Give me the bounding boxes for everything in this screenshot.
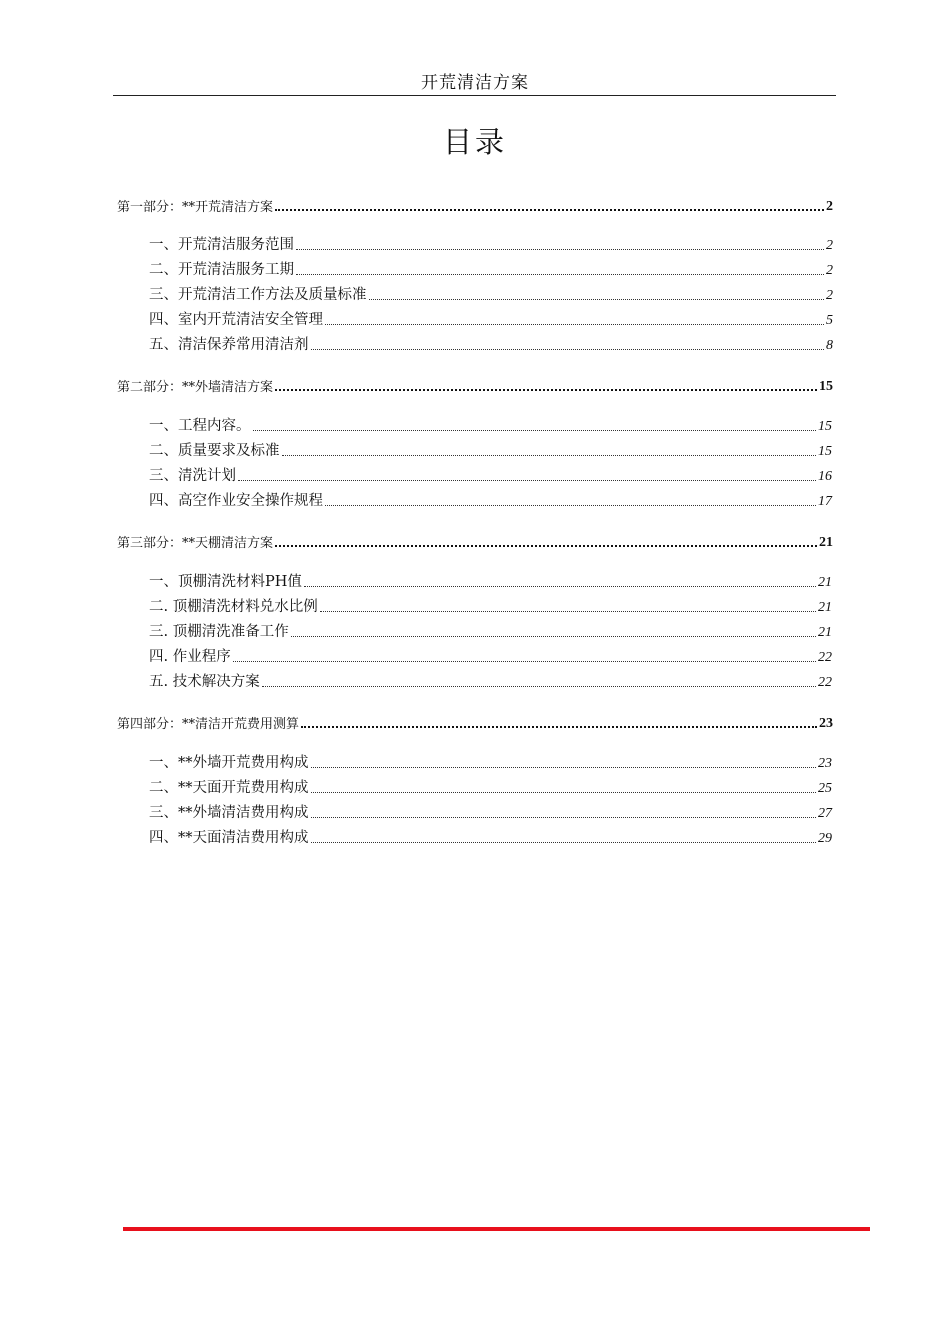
toc-page-number: 21 [819, 535, 833, 550]
toc-entry[interactable] [149, 234, 833, 254]
toc-page-number: 22 [818, 675, 832, 690]
dot-leader [275, 209, 824, 211]
dot-leader [304, 586, 816, 587]
toc-entry-label: 三、**外墙清洁费用构成 [149, 805, 309, 821]
toc-page-number: 21 [818, 575, 832, 590]
toc-entry[interactable] [149, 827, 832, 847]
toc-part-label: 第三部分：**天棚清洁方案 [117, 536, 274, 551]
dot-leader [325, 324, 824, 325]
toc-page-number: 27 [818, 806, 832, 821]
toc-entry-label: 四. 作业程序 [149, 649, 231, 665]
dot-leader [275, 545, 817, 547]
toc-entry[interactable] [149, 259, 833, 279]
toc-part-4[interactable] [117, 712, 833, 732]
dot-leader [296, 274, 824, 275]
toc-entry[interactable] [149, 571, 832, 591]
dot-leader [291, 636, 816, 637]
dot-leader [275, 389, 817, 391]
toc-part-3[interactable] [117, 531, 833, 551]
toc-entry-label: 一、开荒清洁服务范围 [149, 237, 294, 253]
toc-entry[interactable] [149, 440, 832, 460]
toc-entry[interactable] [149, 415, 832, 435]
toc-part-label: 第四部分：**清洁开荒费用测算 [117, 717, 300, 732]
dot-leader [325, 505, 816, 506]
dot-leader [311, 349, 825, 350]
dot-leader [369, 299, 825, 300]
dot-leader [253, 430, 817, 431]
footer-red-rule [123, 1227, 870, 1231]
toc-entry[interactable] [149, 671, 832, 691]
toc-entry[interactable] [149, 621, 832, 641]
toc-page-number: 2 [826, 288, 833, 303]
toc-page-number: 23 [819, 716, 833, 731]
toc-page-number: 22 [818, 650, 832, 665]
toc-entry[interactable] [149, 284, 833, 304]
toc-page-number: 2 [826, 199, 833, 214]
toc-page-number: 21 [818, 600, 832, 615]
toc-entry-label: 一、顶棚清洗材料PH值 [149, 574, 302, 590]
dot-leader [301, 726, 817, 728]
toc-entry[interactable] [149, 752, 832, 772]
dot-leader [282, 455, 817, 456]
toc-entry-label: 四、高空作业安全操作规程 [149, 493, 323, 509]
dot-leader [311, 792, 817, 793]
running-header-title: 开荒清洁方案 [421, 73, 529, 93]
toc-part-2[interactable] [117, 375, 833, 395]
dot-leader [262, 686, 816, 687]
dot-leader [296, 249, 824, 250]
toc-entry-label: 五. 技术解决方案 [149, 674, 260, 690]
toc-page-number: 15 [818, 419, 832, 434]
toc-page-number: 23 [818, 756, 832, 771]
toc-part-label: 第二部分：**外墙清洁方案 [117, 380, 274, 395]
toc-entry-label: 一、工程内容。 [149, 418, 251, 434]
toc-entry[interactable] [149, 777, 832, 797]
dot-leader [238, 480, 816, 481]
toc-page-number: 15 [818, 444, 832, 459]
toc-entry-label: 一、**外墙开荒费用构成 [149, 755, 309, 771]
dot-leader [311, 767, 817, 768]
toc-page-number: 8 [826, 338, 833, 353]
toc-entry[interactable] [149, 596, 832, 616]
toc-entry-label: 二、质量要求及标准 [149, 443, 280, 459]
toc-entry[interactable] [149, 465, 832, 485]
toc-page-number: 21 [818, 625, 832, 640]
dot-leader [311, 817, 817, 818]
toc-entry-label: 五、清洁保养常用清洁剂 [149, 337, 309, 353]
toc-entry-label: 三、清洗计划 [149, 468, 236, 484]
toc-entry[interactable] [149, 802, 832, 822]
toc-part-1[interactable] [117, 195, 833, 215]
toc-page-number: 16 [818, 469, 832, 484]
toc-entry-label: 二、**天面开荒费用构成 [149, 780, 309, 796]
toc-entry-label: 二、开荒清洁服务工期 [149, 262, 294, 278]
toc-entry-label: 四、室内开荒清洁安全管理 [149, 312, 323, 328]
dot-leader [233, 661, 816, 662]
toc-entry[interactable] [149, 646, 832, 666]
dot-leader [320, 611, 816, 612]
toc-part-label: 第一部分：**开荒清洁方案 [117, 200, 274, 215]
toc-page-number: 17 [818, 494, 832, 509]
toc-page-number: 5 [826, 313, 833, 328]
toc-entry[interactable] [149, 309, 833, 329]
toc-entry[interactable] [149, 334, 833, 354]
dot-leader [311, 842, 817, 843]
toc-entry-label: 四、**天面清洁费用构成 [149, 830, 309, 846]
toc-heading: 目录 [442, 125, 507, 159]
toc-page-number: 25 [818, 781, 832, 796]
toc-entry-label: 二. 顶棚清洗材料兑水比例 [149, 599, 318, 615]
toc-entry-label: 三. 顶棚清洗准备工作 [149, 624, 289, 640]
toc-page-number: 2 [826, 238, 833, 253]
toc-page-number: 29 [818, 831, 832, 846]
toc-page-number: 15 [819, 379, 833, 394]
toc-page-number: 2 [826, 263, 833, 278]
toc-entry-label: 三、开荒清洁工作方法及质量标准 [149, 287, 367, 303]
toc-entry[interactable] [149, 490, 832, 510]
